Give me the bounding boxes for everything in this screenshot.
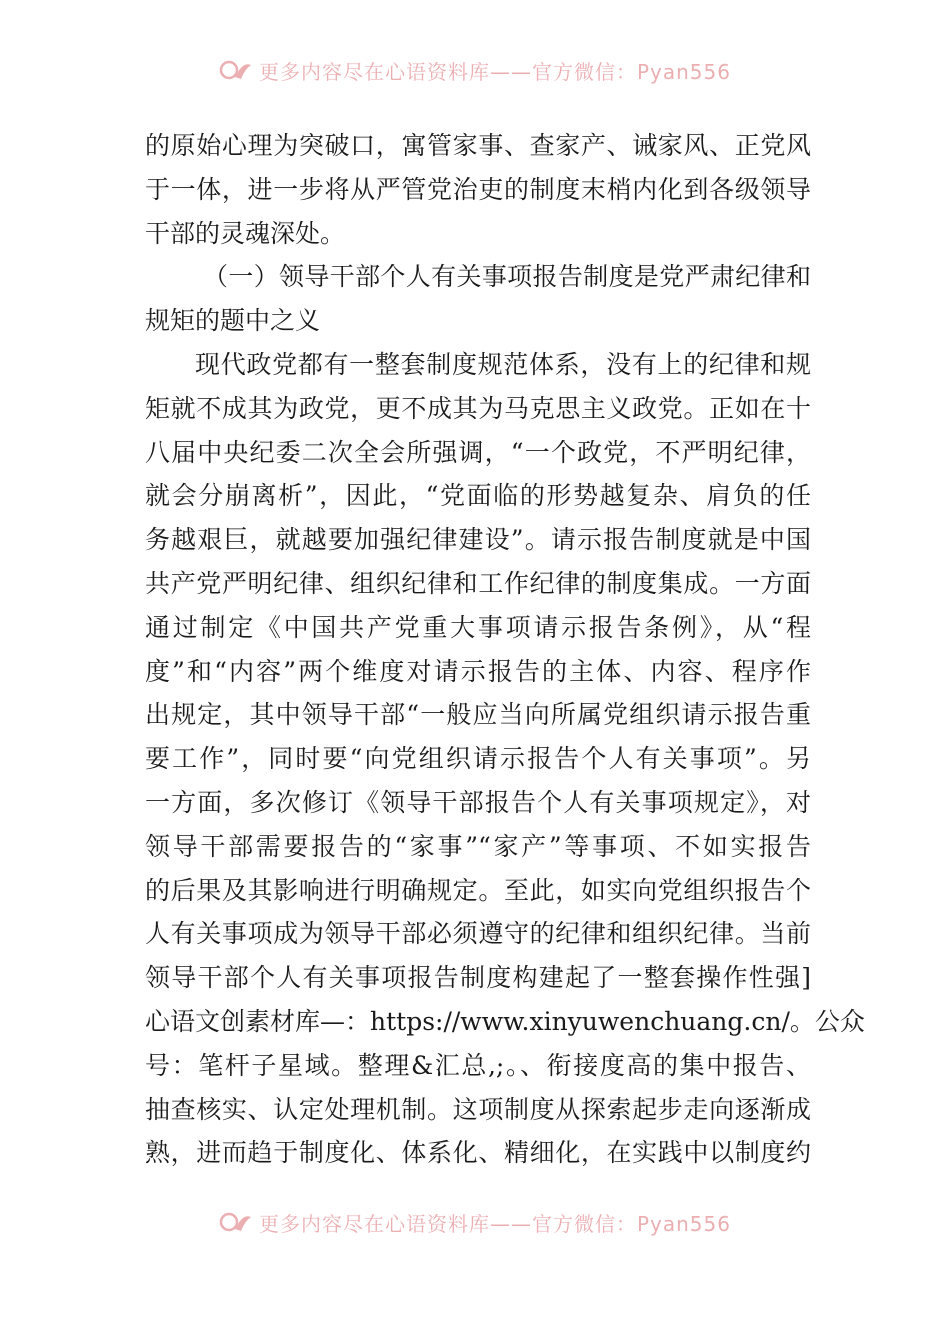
- body-line: 于一体，进一步将从严管党治吏的制度末梢内化到各级领导: [145, 174, 811, 204]
- body-line: 八届中央纪委二次全会所强调，“一个政党，不严明纪律，: [145, 437, 811, 467]
- body-line: 出规定，其中领导干部“一般应当向所属党组织请示报告重: [145, 700, 811, 730]
- watermark-text: 更多内容尽在心语资料库——官方微信：Pyan556: [258, 1211, 731, 1236]
- section-heading: 规矩的题中之义: [145, 306, 321, 336]
- section-heading: （一）领导干部个人有关事项报告制度是党严肃纪律和: [203, 262, 811, 292]
- body-line: 的后果及其影响进行明确规定。至此，如实向党组织报告个: [145, 875, 811, 905]
- body-line: 干部的灵魂深处。: [145, 218, 346, 248]
- footer-watermark: [0, 1202, 950, 1242]
- body-line: 心语文创素材库—：https://www.xinyuwenchuang.cn/。公众: [145, 1006, 865, 1036]
- watermark-text: 更多内容尽在心语资料库——官方微信：Pyan556: [258, 59, 731, 84]
- body-line: 人有关事项成为领导干部必须遵守的纪律和组织纪律。当前: [145, 919, 811, 949]
- body-line: 现代政党都有一整套制度规范体系，没有上的纪律和规: [195, 349, 811, 379]
- body-line: 领导干部个人有关事项报告制度构建起了一整套操作性强]: [145, 963, 811, 993]
- body-line: 矩就不成其为政党，更不成其为马克思主义政党。正如在十: [145, 393, 811, 423]
- watermark-logo-icon: [219, 1209, 253, 1235]
- body-line: 领导干部需要报告的“家事”“家产”等事项、不如实报告: [145, 831, 811, 861]
- document-body: [145, 124, 865, 1175]
- body-line: 一方面，多次修订《领导干部报告个人有关事项规定》，对: [145, 787, 811, 817]
- body-line: 抽查核实、认定处理机制。这项制度从探索起步走向逐渐成: [145, 1094, 811, 1124]
- body-line: 要工作”，同时要“向党组织请示报告个人有关事项”。另: [145, 744, 811, 774]
- body-line: 度”和“内容”两个维度对请示报告的主体、内容、程序作: [145, 656, 811, 686]
- body-line: 共产党严明纪律、组织纪律和工作纪律的制度集成。一方面: [145, 568, 811, 598]
- body-line: 就会分崩离析”，因此，“党面临的形势越复杂、肩负的任: [145, 481, 811, 511]
- header-watermark: [0, 50, 950, 90]
- body-line: 熟，进而趋于制度化、体系化、精细化，在实践中以制度约: [145, 1138, 811, 1168]
- watermark-logo-icon: [219, 57, 253, 83]
- body-line: 的原始心理为突破口，寓管家事、查家产、诫家风、正党风: [145, 131, 811, 160]
- body-line: 通过制定《中国共产党重大事项请示报告条例》，从“程: [145, 612, 811, 642]
- body-line: 务越艰巨，就越要加强纪律建设”。请示报告制度就是中国: [145, 525, 811, 555]
- body-line: 号：笔杆子星域。整理&汇总,;。、衔接度高的集中报告、: [145, 1050, 811, 1080]
